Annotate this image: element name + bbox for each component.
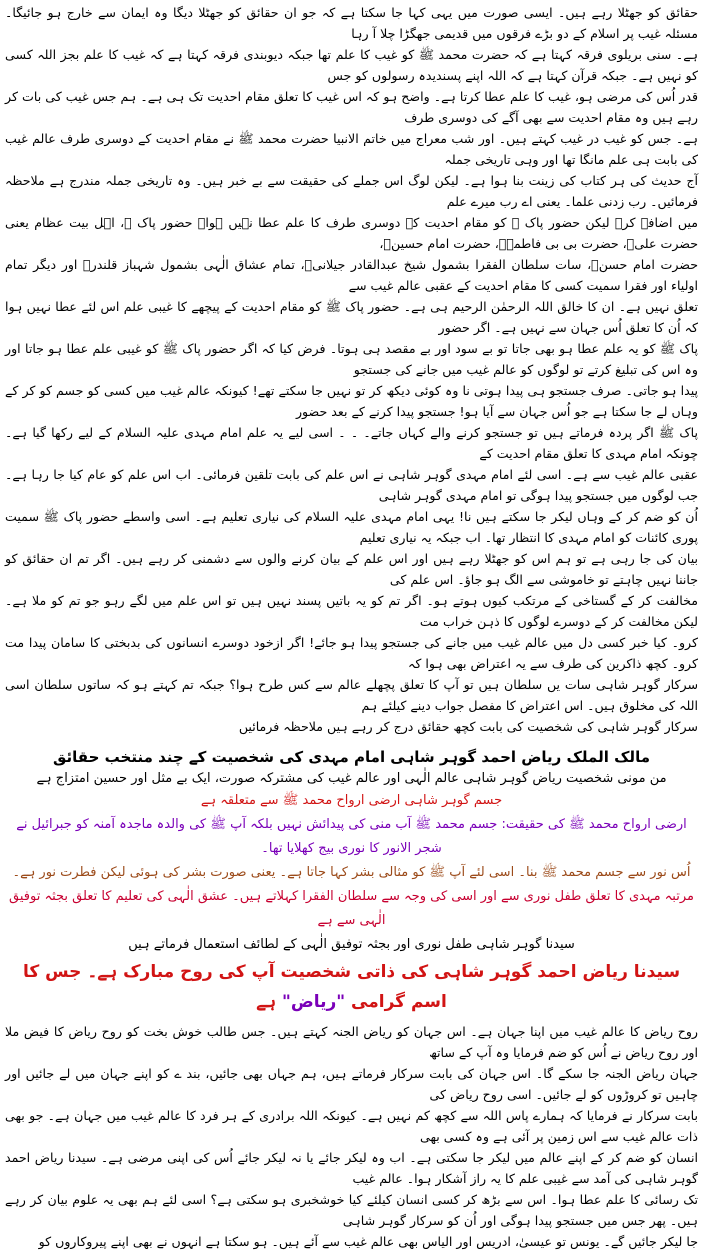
key-statement-name: "ریاض" (281, 992, 346, 1012)
text-line: میں اضافہ کر۔ لیکن حضور پاک ﷺ کو مقام احدیت کے دوسری طرف کا علم عطا نہیں ہوا۔ حضور پاک ﷺ، اہل بیت عظام یعنی حضرت علیؓ، حضرت بی بی فاطمہؓ، حضرت امام حسینؓ، (5, 215, 698, 251)
text-line: سرکار گوہر شاہی سات یں سلطان ہیں تو آپ کا تعلق پچھلے عالم سے کس طرح ہوا؟ جبکہ تم کہتے ہو کہ ساتوں سلطان اسی اللہ کی مخلوق ہیں۔ اس اعتراض کا مفصل جواب دینے کیلئے ہم (5, 677, 698, 713)
text-line: جا لیکر جائیں گے۔ یونس تو عیسیٰ، ادریس اور الیاس بھی عالم غیب سے آئے ہیں۔ ہو سکتا ہے انہوں نے بھی اپنے پیروکاروں کو (38, 1234, 698, 1249)
text-line: پیدا ہو جاتی۔ صرف جستجو ہی پیدا ہوتی نا وہ کوئی دیکھ کر تو نہیں جا سکتے تھے! کیونکہ عالم غیب میں کسی کو جسم کو کر کے وہاں لے جا سکتا ہے جو اُس جہان سے آیا ہو! جستجو پیدا کرنے کے بعد حضور (5, 383, 698, 419)
text-line: بابت سرکار نے فرمایا کہ ہمارے پاس اللہ سے کچھ کم نہیں ہے۔ کیونکہ اللہ برادری کے ہر فرد کا عالم غیب میں جہان ہے۔ جو بھی ذات عالم غیب سے اس زمین پر آئی ہے وہ کسی بھی (5, 1108, 698, 1144)
highlight-line-brown: اُس نور سے جسم محمد ﷺ بنا۔ اسی لئے آپ ﷺ کو مثالی بشر کہا جاتا ہے۔ یعنی صورت بشر کی ہوئی لیکن فطرت نور ہے۔ (12, 865, 691, 880)
highlight-line-black: سیدنا گوہر شاہی طفل نوری اور بجثہ توفیق الٰہی کے لطائف استعمال فرماتے ہیں (128, 937, 575, 952)
text-line: پاک ﷺ کو یہ علم عطا ہو بھی جاتا تو بے سود اور بے مقصد ہی ہوتا۔ فرض کیا کہ اگر حضور پاک ﷺ کو غیبی علم عطا ہو جاتا اور وہ اس کی تبلیغ کرتے تو لوگوں کو عالم غیب میں جانے کی جستجو (5, 341, 698, 377)
text-line: سرکار گوہر شاہی کی شخصیت کی بابت کچھ حقائق درج کر رہے ہیں ملاحظہ فرمائیں (238, 719, 698, 734)
highlight-line-crimson: مرتبہ مہدی کا تعلق طفل نوری سے اور اسی کی وجہ سے سلطان الفقرا کہلاتے ہیں۔ عشق الٰہی کی تعلیم کا تعلق بجثہ توفیق الٰہی سے ہے (9, 889, 694, 928)
text-line: تک رسائی کا علم عطا ہوا۔ اس سے بڑھ کر کسی انسان کیلئے کیا خوشخبری ہو سکتی ہے؟ اسی لئے ہم بھی یہ علوم بیان کر رہے ہیں۔ پھر جس میں جستجو پیدا ہوگی اور اُن کو سرکار گوہر شاہی (5, 1192, 698, 1228)
text-line: جہان ریاض الجنہ جا سکے گا۔ اس جہان کی بابت سرکار فرماتے ہیں، ہم جہاں بھی جائیں، بند ے کو اپنے جہان میں لے جائیں اور چاہیں تو کروڑوں کو لے جائیں۔ اسی روح ریاض کی (5, 1066, 698, 1102)
text-line: روح ریاض کا عالم غیب میں اپنا جہان ہے۔ اس جہان کو ریاض الجنہ کہتے ہیں۔ جس طالب خوش بخت کو روح ریاض کا فیض ملا اور روح ریاض نے اُس کو ضم فرمایا وہ آپ کے ساتھ (5, 1024, 698, 1060)
bottom-paragraph (5, 1021, 698, 1252)
text-line: انسان کو ضم کر کے اپنے عالم میں لیکر جا سکتی ہے۔ اب وہ لیکر جائے یا نہ لیکر جائے اُس کی اپنی مرضی ہے۔ سیدنا ریاض احمد گوہر شاہی کی آمد سے غیبی علم کا یہ راز آشکار ہوا۔ عالم غیب (5, 1150, 698, 1186)
section-subtitle: من مونی شخصیت ریاض گوہر شاہی عالم الٰہی اور عالم غیب کی مشترکہ صورت، ایک بے مثل اور حسین امتزاج ہے (36, 771, 667, 786)
text-line: کرو۔ کیا خبر کسی دل میں عالم غیب میں جانے کی جستجو پیدا ہو جائے! اگر ازخود دوسرے انسانوں کی بدبختی کا سامان پیدا مت کرو۔ کچھ ذاکرین کی طرف سے یہ اعتراض بھی ہوا کہ (5, 635, 698, 671)
text-line: بیان کی جا رہی ہے تو ہم اس کو جھٹلا رہے ہیں اور اس علم کے بیان کرنے والوں سے دشمنی کر رہے ہیں۔ اگر تم ان حقائق کو جاننا نہیں چاہتے تو خاموشی سے الگ ہو جاؤ۔ اس علم کی (5, 551, 698, 587)
key-statement-main: سیدنا ریاض احمد گوہر شاہی کی ذاتی شخصیت آپ کی روح مبارک ہے۔ جس کا اسم گرامی (22, 962, 681, 1012)
text-line: قدر اُس کی مرضی ہو، غیب کا علم عطا کرتا ہے۔ واضح ہو کہ اس غیب کا تعلق مقام احدیت تک ہی ہے۔ ہم جس غیب کی بات کر رہے ہیں وہ مقام احدیت سے بھی آگے کی دوسری طرف (5, 89, 698, 125)
text-line: ہے۔ جس کو غیب در غیب کہتے ہیں۔ اور شب معراج میں خاتم الانبیا حضرت محمد ﷺ نے مقام احدیت کے دوسری طرف عالم غیب کی بابت ہی علم مانگا تھا اور وہی تاریخی جملہ (5, 131, 698, 167)
text-line: مخالفت کر کے گستاخی کے مرتکب کیوں ہوتے ہو۔ اگر تم کو یہ باتیں پسند نہیں ہیں تو اس علم میں لگے رہو جو تم کو ملا ہے۔ لیکن مخالفت کر کے دوسرے لوگوں کا ذہن خراب مت (5, 593, 698, 629)
text-line: عقبی عالم غیب سے ہے۔ اسی لئے امام مہدی گوہر شاہی نے اس علم کی بابت تلقین فرمائی۔ اب اس علم کو عام کیا جا رہا ہے۔ جب لوگوں میں جستجو پیدا ہوگی تو امام مہدی گوہر شاہی (5, 467, 698, 503)
key-statement (5, 957, 698, 1017)
section-title: مالک الملک ریاض احمد گوہر شاہی امام مہدی کی شخصیت کے چند منتخب حقائق (53, 748, 650, 766)
text-line: پاک ﷺ اگر پردہ فرماتے ہیں تو جستجو کرنے والے کہاں جاتے۔ ۔ ۔ اسی لیے یہ علم امام مہدی علیہ السلام کے لیے رکھا گیا ہے۔ چونکہ امام مہدی کا تعلق مقام احدیت کے (5, 425, 698, 461)
highlights-section (5, 745, 698, 1017)
text-line: تعلق نہیں ہے۔ ان کا خالق اللہ الرحمٰن الرحیم ہی ہے۔ حضور پاک ﷺ کو مقام احدیت کے پیچھے کا غیبی علم اس لئے عطا نہیں ہوا کہ اُن کا تعلق اُس جہان سے نہیں ہے۔ اگر حضور (5, 299, 698, 335)
text-line: ہے۔ سنی بریلوی فرقہ کہتا ہے کہ حضرت محمد ﷺ کو غیب کا علم تھا جبکہ دیوبندی فرقہ کہتا ہے کہ غیب کا علم بجز اللہ کسی کو نہیں ہے۔ جبکہ قرآن کہتا ہے کہ اللہ اپنے پسندیدہ رسولوں کو جس (5, 47, 698, 83)
text-line: آج حدیث کی ہر کتاب کی زینت بنا ہوا ہے۔ لیکن لوگ اس جملے کی حقیقت سے بے خبر ہیں۔ وہ تاریخی جملہ مندرج ہے ملاحظہ فرمائیں۔ رب زدنی علما۔ یعنی اے رب میرے علم (5, 173, 698, 209)
highlight-line-violet: ارضی ارواح محمد ﷺ کی حقیقت: جسم محمد ﷺ آب منی کی پیدائش نہیں بلکہ آپ ﷺ کی والدہ ماجدہ آمنہ کو جبرائیل نے شجر الانور کا نوری بیج کھلایا تھا۔ (16, 817, 687, 856)
text-line: اُن کو ضم کر کے وہاں لیکر جا سکتے ہیں نا! یہی امام مہدی علیہ السلام کی نیاری تعلیم ہے۔ اسی واسطے حضور پاک ﷺ سمیت پوری کائنات کو امام مہدی کا انتظار تھا۔ اب جبکہ یہ نیاری تعلیم (5, 509, 698, 545)
text-line: حقائق کو جھٹلا رہے ہیں۔ ایسی صورت میں یہی کہا جا سکتا ہے کہ جو ان حقائق کو جھٹلا دیگا وہ ایمان سے خارج ہو جائیگا۔ مسئلہ غیب پر اسلام کے دو بڑے فرقوں میں قدیمی جھگڑا چلا آ رہا (5, 5, 698, 41)
highlight-line-red: جسم گوہر شاہی ارضی ارواح محمد ﷺ سے متعلقہ ہے (200, 793, 503, 808)
top-paragraph (5, 2, 698, 737)
key-statement-tail: ہے (256, 992, 277, 1012)
text-line: حضرت امام حسنؓ، سات سلطان الفقرا بشمول شیخ عبدالقادر جیلانیؒ، تمام عشاق الٰہی بشمول شہباز قلندرؒ اور دیگر تمام اولیاء اور فقرا سمیت کسی کا مقام احدیت کے عقبی عالم غیب سے (5, 257, 698, 293)
